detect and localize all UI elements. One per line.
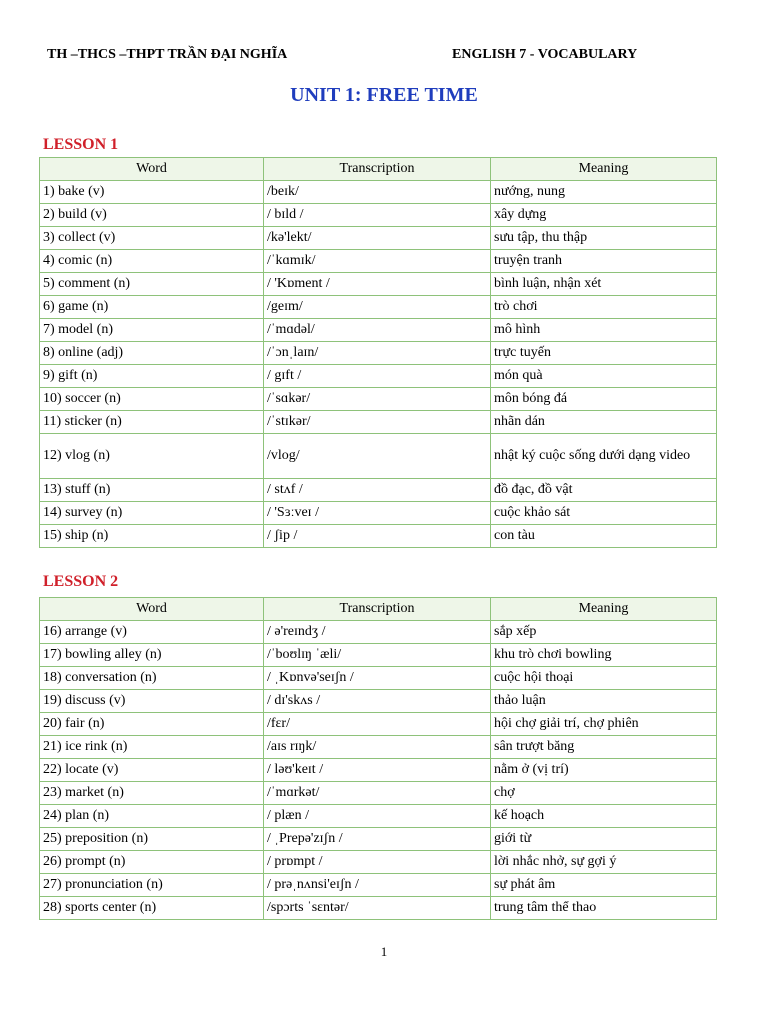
- word-cell: 4) comic (n): [40, 250, 264, 273]
- meaning-column-header: Meaning: [491, 598, 717, 621]
- table-row: [40, 250, 717, 273]
- transcription-cell: / bɪld /: [264, 204, 491, 227]
- meaning-cell: giới từ: [491, 828, 717, 851]
- word-cell: 7) model (n): [40, 319, 264, 342]
- transcription-cell: /fɛr/: [264, 713, 491, 736]
- transcription-cell: / prəˌnʌnsi'eɪʃn /: [264, 874, 491, 897]
- word-cell: 6) game (n): [40, 296, 264, 319]
- table-row: [40, 342, 717, 365]
- transcription-column-header: Transcription: [264, 598, 491, 621]
- meaning-cell: nướng, nung: [491, 181, 717, 204]
- word-cell: 20) fair (n): [40, 713, 264, 736]
- table-row: [40, 828, 717, 851]
- transcription-cell: / ʃip /: [264, 525, 491, 548]
- meaning-cell: chợ: [491, 782, 717, 805]
- word-cell: 2) build (v): [40, 204, 264, 227]
- transcription-cell: /kə'lekt/: [264, 227, 491, 250]
- transcription-cell: /aɪs rɪŋk/: [264, 736, 491, 759]
- word-cell: 16) arrange (v): [40, 621, 264, 644]
- meaning-cell: sân trượt băng: [491, 736, 717, 759]
- table-row: [40, 204, 717, 227]
- word-cell: 1) bake (v): [40, 181, 264, 204]
- word-cell: 25) preposition (n): [40, 828, 264, 851]
- word-cell: 12) vlog (n): [40, 434, 264, 479]
- word-cell: 21) ice rink (n): [40, 736, 264, 759]
- transcription-cell: / gɪft /: [264, 365, 491, 388]
- word-cell: 28) sports center (n): [40, 897, 264, 920]
- transcription-cell: /geɪm/: [264, 296, 491, 319]
- transcription-cell: /beɪk/: [264, 181, 491, 204]
- transcription-cell: / prɒmpt /: [264, 851, 491, 874]
- word-cell: 27) pronunciation (n): [40, 874, 264, 897]
- word-cell: 8) online (adj): [40, 342, 264, 365]
- meaning-cell: nhãn dán: [491, 411, 717, 434]
- meaning-cell: sắp xếp: [491, 621, 717, 644]
- table-row: [40, 874, 717, 897]
- word-cell: 15) ship (n): [40, 525, 264, 548]
- word-cell: 11) sticker (n): [40, 411, 264, 434]
- page-number: 1: [380, 944, 388, 959]
- meaning-cell: kế hoạch: [491, 805, 717, 828]
- meaning-cell: cuộc khảo sát: [491, 502, 717, 525]
- table-row: [40, 479, 717, 502]
- transcription-cell: / 'Sɜːveɪ /: [264, 502, 491, 525]
- meaning-cell: bình luận, nhận xét: [491, 273, 717, 296]
- table-row: [40, 644, 717, 667]
- transcription-cell: / ə'reɪndʒ /: [264, 621, 491, 644]
- table-row: [40, 690, 717, 713]
- transcription-cell: / dɪ'skʌs /: [264, 690, 491, 713]
- meaning-cell: sưu tập, thu thập: [491, 227, 717, 250]
- lesson-2-table: [39, 597, 717, 920]
- word-cell: 10) soccer (n): [40, 388, 264, 411]
- word-cell: 24) plan (n): [40, 805, 264, 828]
- meaning-column-header: Meaning: [491, 158, 717, 181]
- transcription-cell: /ˈboʊlɪŋ ˈæli/: [264, 644, 491, 667]
- meaning-cell: truyện tranh: [491, 250, 717, 273]
- word-cell: 23) market (n): [40, 782, 264, 805]
- table-row: [40, 296, 717, 319]
- word-cell: 3) collect (v): [40, 227, 264, 250]
- transcription-cell: /ˈstɪkər/: [264, 411, 491, 434]
- meaning-cell: con tàu: [491, 525, 717, 548]
- transcription-cell: / ləʊ'keɪt /: [264, 759, 491, 782]
- table-row: [40, 736, 717, 759]
- table-row: [40, 667, 717, 690]
- page-title: UNIT 1: FREE TIME: [290, 84, 478, 106]
- word-cell: 9) gift (n): [40, 365, 264, 388]
- meaning-cell: xây dựng: [491, 204, 717, 227]
- meaning-cell: sự phát âm: [491, 874, 717, 897]
- subject-name: ENGLISH 7 - VOCABULARY: [452, 47, 638, 62]
- table-row: [40, 621, 717, 644]
- word-cell: 18) conversation (n): [40, 667, 264, 690]
- meaning-cell: đồ đạc, đồ vật: [491, 479, 717, 502]
- word-cell: 14) survey (n): [40, 502, 264, 525]
- table-row: [40, 365, 717, 388]
- word-cell: 26) prompt (n): [40, 851, 264, 874]
- transcription-cell: / stʌf /: [264, 479, 491, 502]
- word-cell: 22) locate (v): [40, 759, 264, 782]
- table-row: [40, 502, 717, 525]
- table-row: [40, 227, 717, 250]
- table-row: [40, 434, 717, 479]
- transcription-cell: / 'Kɒment /: [264, 273, 491, 296]
- table-row: [40, 525, 717, 548]
- meaning-cell: nằm ở (vị trí): [491, 759, 717, 782]
- meaning-cell: món quà: [491, 365, 717, 388]
- school-name: TH –THCS –THPT TRẦN ĐẠI NGHĨA: [47, 47, 288, 62]
- table-row: [40, 759, 717, 782]
- meaning-cell: trung tâm thể thao: [491, 897, 717, 920]
- table-row: [40, 851, 717, 874]
- meaning-cell: trực tuyến: [491, 342, 717, 365]
- word-cell: 13) stuff (n): [40, 479, 264, 502]
- word-cell: 17) bowling alley (n): [40, 644, 264, 667]
- meaning-cell: hội chợ giải trí, chợ phiên: [491, 713, 717, 736]
- table-row: [40, 181, 717, 204]
- lesson-2-heading: LESSON 2: [43, 573, 119, 590]
- transcription-cell: /ˈɔnˌlaɪn/: [264, 342, 491, 365]
- transcription-cell: / ˌPrepə'zɪʃn /: [264, 828, 491, 851]
- lesson-1-table: [39, 157, 717, 548]
- transcription-cell: /ˈsɑkər/: [264, 388, 491, 411]
- table-header-row: [40, 158, 717, 181]
- transcription-cell: /vlog/: [264, 434, 491, 479]
- table-row: [40, 897, 717, 920]
- table-header-row: [40, 598, 717, 621]
- meaning-cell: thảo luận: [491, 690, 717, 713]
- table-row: [40, 273, 717, 296]
- word-cell: 5) comment (n): [40, 273, 264, 296]
- transcription-cell: / ˌKɒnvə'seɪʃn /: [264, 667, 491, 690]
- transcription-cell: /ˈmɑrkət/: [264, 782, 491, 805]
- meaning-cell: môn bóng đá: [491, 388, 717, 411]
- table-row: [40, 782, 717, 805]
- table-row: [40, 319, 717, 342]
- meaning-cell: trò chơi: [491, 296, 717, 319]
- word-column-header: Word: [40, 598, 264, 621]
- transcription-cell: /ˈmɑdəl/: [264, 319, 491, 342]
- transcription-cell: /spɔrts ˈsɛntər/: [264, 897, 491, 920]
- table-row: [40, 805, 717, 828]
- meaning-cell: mô hình: [491, 319, 717, 342]
- table-row: [40, 388, 717, 411]
- meaning-cell: lời nhắc nhở, sự gợi ý: [491, 851, 717, 874]
- transcription-column-header: Transcription: [264, 158, 491, 181]
- table-row: [40, 411, 717, 434]
- transcription-cell: /ˈkɑmɪk/: [264, 250, 491, 273]
- meaning-cell: nhật ký cuộc sống dưới dạng video: [491, 434, 717, 479]
- word-cell: 19) discuss (v): [40, 690, 264, 713]
- table-row: [40, 713, 717, 736]
- meaning-cell: khu trò chơi bowling: [491, 644, 717, 667]
- lesson-1-heading: LESSON 1: [43, 136, 119, 153]
- meaning-cell: cuộc hội thoại: [491, 667, 717, 690]
- transcription-cell: / plæn /: [264, 805, 491, 828]
- word-column-header: Word: [40, 158, 264, 181]
